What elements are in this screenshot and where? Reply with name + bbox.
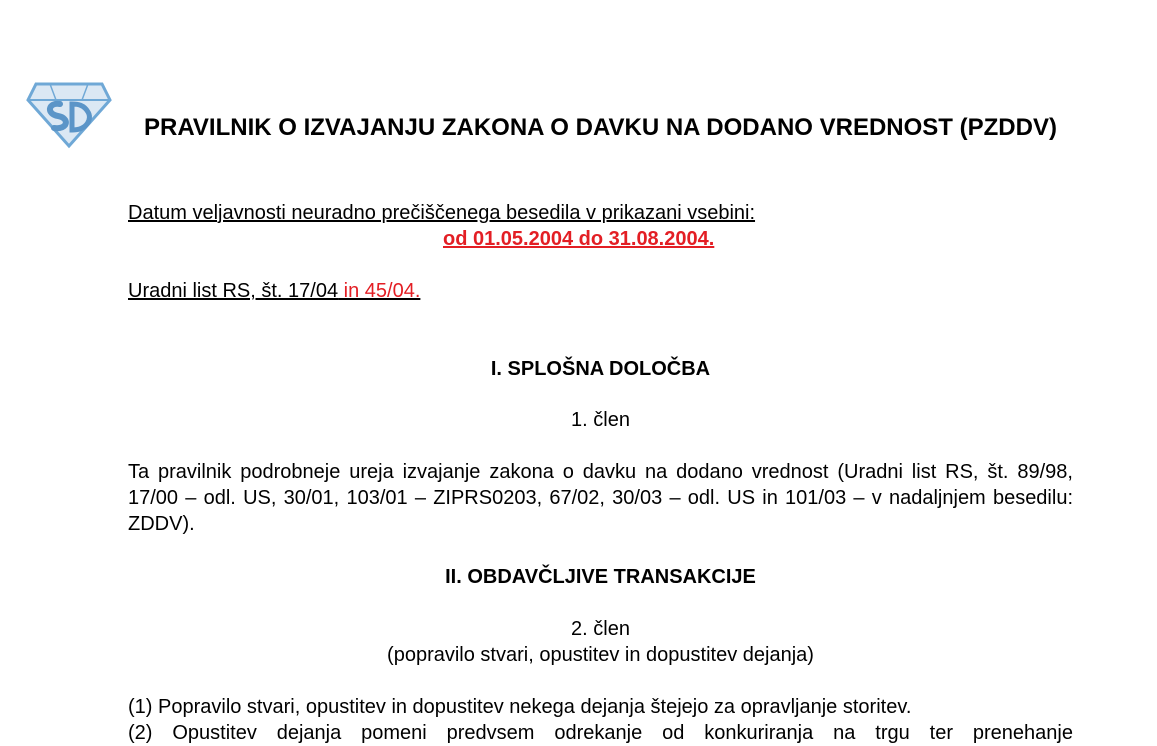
validity-dates: od 01.05.2004 do 31.08.2004. <box>443 228 715 250</box>
section-1-heading: I. SPLOŠNA DOLOČBA <box>490 358 711 380</box>
sd-shield-logo-icon <box>26 78 112 150</box>
article-2-heading: 2. člen <box>571 618 630 640</box>
document-title: PRAVILNIK O IZVAJANJU ZAKONA O DAVKU NA DODANO VREDNOST (PZDDV) <box>144 114 1057 141</box>
article-1-text: Ta pravilnik podrobneje ureja izvajanje zakona o davku na dodano vrednost (Uradni list RS, št. 89/98, 17/00 – odl. US, 30/01, 103/01 – ZIPRS0203, 67/02, 30/03 – odl. US in 101/03 – v nadaljnjem besedilu: ZDDV). <box>128 461 1073 535</box>
article-2-paragraph-1: (1) Popravilo stvari, opustitev in dopustitev nekega dejanja štejejo za opravljanje storitev. <box>128 696 912 718</box>
validity-label: Datum veljavnosti neuradno prečiščenega besedila v prikazani vsebini: <box>128 202 756 224</box>
gazette-reference <box>128 278 420 304</box>
article-1-heading: 1. člen <box>571 409 630 431</box>
article-2-paragraph-2: (2) Opustitev dejanja pomeni predvsem odrekanje od konkuriranja na trgu ter prenehanje <box>128 722 1073 744</box>
article-2-subtitle: (popravilo stvari, opustitev in dopustitev dejanja) <box>387 644 814 666</box>
section-2-heading: II. OBDAVČLJIVE TRANSAKCIJE <box>445 566 756 588</box>
gazette-prefix: Uradni list RS, št. 17/04 <box>128 280 339 302</box>
gazette-amendment: in 45/04. <box>338 280 421 302</box>
